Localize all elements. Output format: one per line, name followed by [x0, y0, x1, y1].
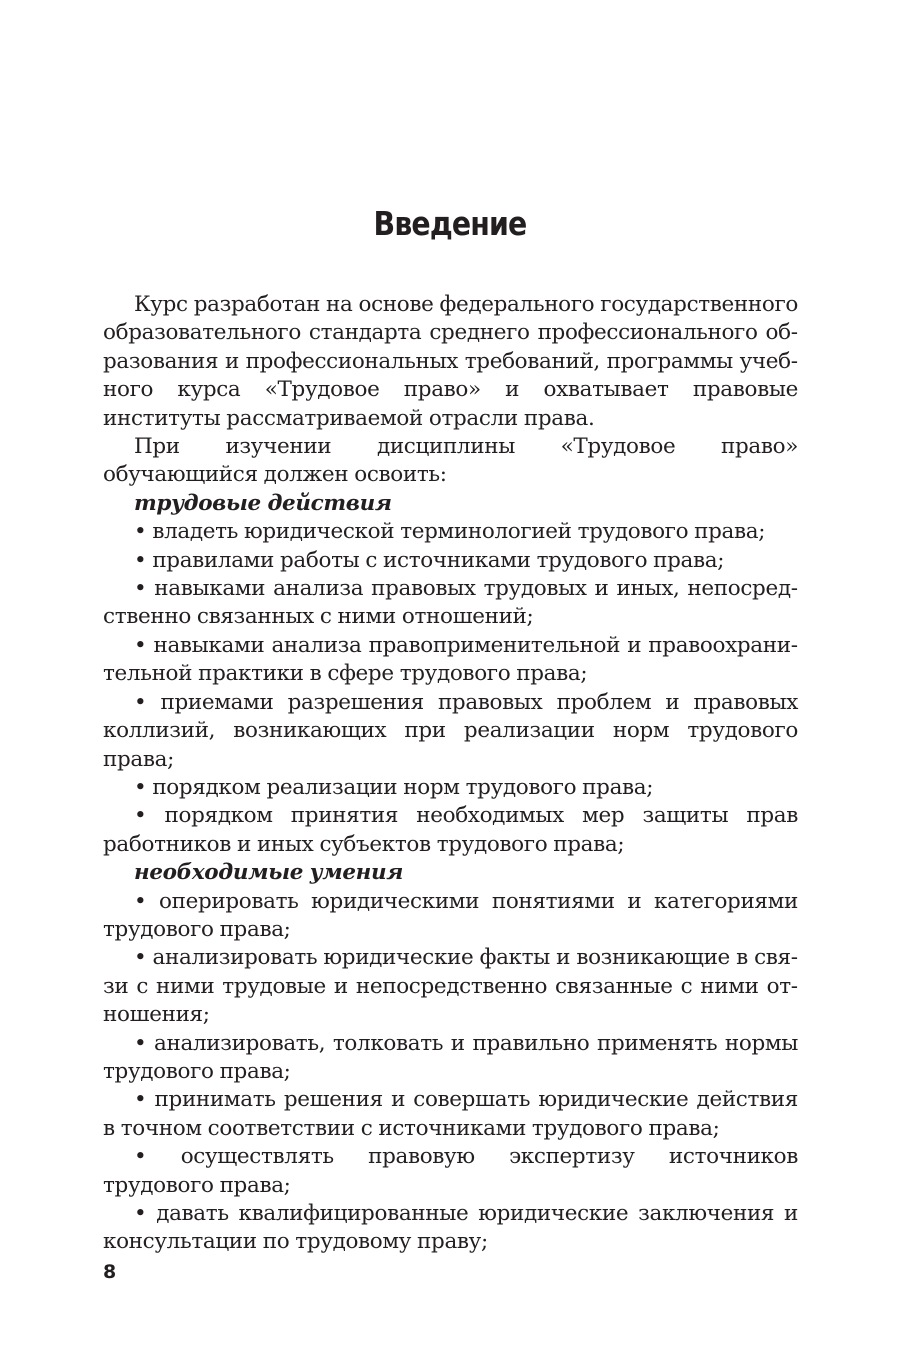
list-item: • владеть юридической терминологией трудового права; [134, 519, 766, 545]
chapter-title: Введение [373, 204, 527, 243]
list-item: • порядком принятия необходимых мер защиты прав работников и иных субъектов трудового права; [103, 803, 798, 857]
list-item: • правилами работы с источниками трудового права; [134, 547, 725, 573]
intro-paragraph: При изучении дисциплины «Трудовое право» обучающийся должен освоить: [103, 434, 798, 488]
list-item: • анализировать, толковать и правильно применять нормы трудового права; [103, 1030, 798, 1084]
list-item: • приемами разрешения правовых проблем и правовых коллизий, возникающих при реализации норм трудового права; [103, 689, 798, 772]
list-item: • навыками анализа правовых трудовых и иных, непосредственно связанных с ними отношений; [103, 576, 798, 630]
intro-paragraph: Курс разработан на основе федерального государственного образовательного стандарта среднего профессионального образования и профессиональных требований, программы учебного курса «Трудовое право» и охватывает правовые институты рассматриваемой отрасли права. [103, 292, 798, 431]
list-item: • оперировать юридическими понятиями и категориями трудового права; [103, 888, 798, 942]
list-item: • навыками анализа правоприменительной и правоохранительной практики в сфере трудового права; [103, 632, 798, 687]
list-item: • давать квалифицированные юридические заключения и консультации по трудовому праву; [103, 1201, 798, 1255]
list-item: • порядком реализации норм трудового права; [134, 774, 654, 800]
page-number: 8 [103, 1261, 117, 1283]
section-heading-required-skills: необходимые умения [134, 860, 404, 886]
list-item: • анализировать юридические факты и возникающие в связи с ними трудовые и непосредственно связанные с ними отношения; [103, 945, 798, 1028]
list-item: • осуществлять правовую экспертизу источников трудового права; [103, 1144, 798, 1198]
list-item: • принимать решения и совершать юридические действия в точном соответствии с источниками трудового права; [103, 1087, 798, 1141]
body-text [103, 291, 798, 1257]
section-heading-labor-actions: трудовые действия [134, 490, 392, 516]
